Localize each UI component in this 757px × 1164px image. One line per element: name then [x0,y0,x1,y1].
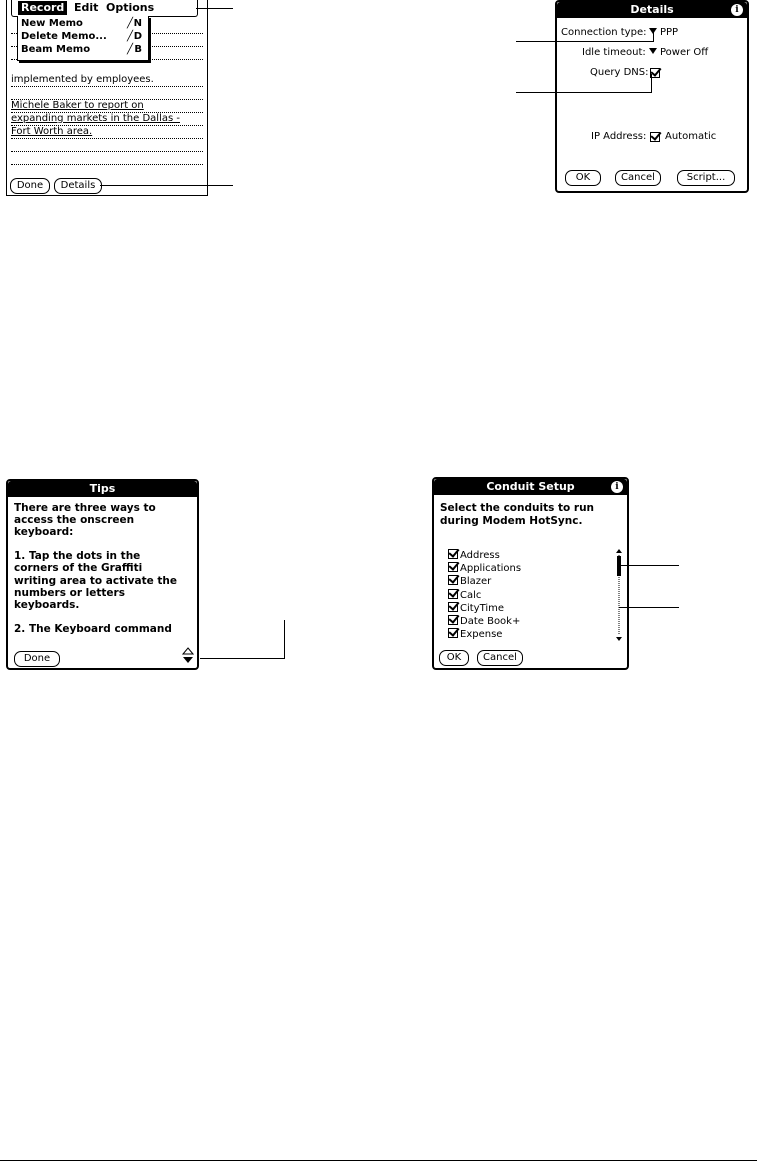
dialog-title-bar [434,479,627,495]
memo-text-line: Michele Baker to report on [11,100,144,111]
script-button[interactable]: Script... [677,170,735,186]
record-menu [17,16,149,61]
tips-dialog [6,479,199,670]
menu-item-label: Beam Memo [21,44,91,55]
conduit-checkbox[interactable] [448,602,458,612]
ok-button[interactable]: OK [565,170,601,186]
menu-item-label: Delete Memo... [21,31,107,42]
page-rule [0,1160,757,1161]
done-button[interactable]: Done [10,178,50,194]
cancel-button[interactable]: Cancel [615,170,661,186]
conduit-checkbox[interactable] [448,589,458,599]
conduit-list [448,549,521,641]
menu-tab-record[interactable]: Record [18,1,67,15]
ok-button[interactable]: OK [439,650,469,666]
idle-timeout-label: Idle timeout: [582,47,646,58]
dialog-title: Tips [89,482,116,495]
conduit-checkbox[interactable] [448,549,458,559]
menu-bar [11,0,198,17]
conduit-item-address[interactable] [448,549,521,562]
memo-line [11,164,203,165]
menu-item-shortcut: B [134,44,142,55]
shortcut-stroke-icon: ╱ [126,18,133,29]
conduit-label: Address [460,550,500,561]
shortcut-stroke-icon: ╱ [126,44,133,55]
conduit-item-applications[interactable] [448,562,521,575]
conduit-label: CityTime [460,602,505,614]
callout-line [653,32,654,42]
scroll-up-down-icon [182,647,194,665]
conduit-checkbox[interactable] [448,628,458,638]
tips-line [14,538,177,550]
conduit-checkbox[interactable] [448,615,458,625]
memo-text-line: implemented by employees. [11,74,154,85]
instruction-line: during Modem HotSync. [440,514,583,527]
scrollbar-track [615,549,623,641]
dialog-title: Conduit Setup [486,480,575,493]
tips-line: access the onscreen [14,514,135,527]
tips-line: corners of the Graffiti [14,562,143,575]
memo-screen [6,0,208,196]
info-icon[interactable]: i [611,481,623,493]
menu-item-beam-memo[interactable] [21,43,145,56]
tips-line: numbers or letters [14,586,125,599]
tips-body [14,502,177,635]
details-button[interactable]: Details [54,178,102,194]
conduit-item-expense[interactable] [448,628,521,641]
details-dialog [555,0,749,193]
callout-line [516,41,654,42]
conduit-label: Date Book+ [460,616,521,628]
conduit-label: Blazer [460,576,492,588]
tips-line: 1. Tap the dots in the [14,550,141,563]
conduit-setup-dialog [432,477,629,670]
conduit-checkbox[interactable] [448,562,458,572]
query-dns-label: Query DNS: [590,67,649,78]
tips-line: keyboard: [14,526,74,539]
idle-timeout-value: Power Off [660,47,709,58]
memo-line [11,138,203,139]
callout-line [200,658,285,659]
conduit-item-blazer[interactable] [448,575,521,588]
callout-line [516,92,652,93]
menu-tab-options[interactable]: Options [106,1,155,14]
callout-line [619,565,679,566]
dialog-title-bar [8,481,197,497]
conduit-item-citytime[interactable] [448,602,521,615]
tips-line [14,611,177,623]
tips-line: There are three ways to [14,502,156,514]
ip-address-value: Automatic [665,131,717,142]
shortcut-stroke-icon: ╱ [126,31,133,42]
conduit-label: Applications [460,563,522,575]
dialog-title-bar [557,2,747,18]
conduit-instructions [440,502,594,527]
dropdown-arrow-icon [649,48,657,54]
callout-line [196,8,233,9]
memo-text-line: expanding markets in the Dallas - [11,113,180,124]
connection-type-value: PPP [660,27,679,38]
tips-line: keyboards. [14,598,80,611]
callout-line [651,74,652,93]
menu-tab-edit[interactable]: Edit [74,1,99,14]
conduit-item-calc[interactable] [448,589,521,602]
instruction-line: Select the conduits to run [440,502,595,514]
memo-line [11,86,203,87]
callout-line [619,607,679,608]
done-button[interactable]: Done [14,651,60,667]
connection-type-label: Connection type: [561,27,647,38]
callout-line [284,620,285,659]
scroll-arrows[interactable] [182,647,194,665]
memo-line [11,151,203,152]
cancel-button[interactable]: Cancel [477,650,523,666]
menu-item-new-memo[interactable] [21,17,145,30]
memo-text-line: Fort Worth area. [11,126,93,137]
conduit-label: Expense [460,629,503,641]
scrollbar[interactable] [615,549,623,641]
tips-line: writing area to activate the [14,574,178,587]
callout-line [100,185,233,186]
idle-timeout-trigger[interactable] [649,46,708,59]
conduit-label: Calc [460,589,482,601]
ip-address-label: IP Address: [591,131,647,142]
conduit-item-date-book[interactable] [448,615,521,628]
ip-address-checkbox[interactable] [650,132,660,142]
tips-line: 2. The Keyboard command [14,622,172,635]
dialog-title: Details [630,3,674,16]
menu-item-delete-memo[interactable] [21,30,145,43]
conduit-checkbox[interactable] [448,575,458,585]
menu-item-shortcut: D [133,31,142,42]
menu-item-shortcut: N [133,18,142,29]
info-icon[interactable]: i [731,4,743,16]
menu-item-label: New Memo [21,18,83,29]
